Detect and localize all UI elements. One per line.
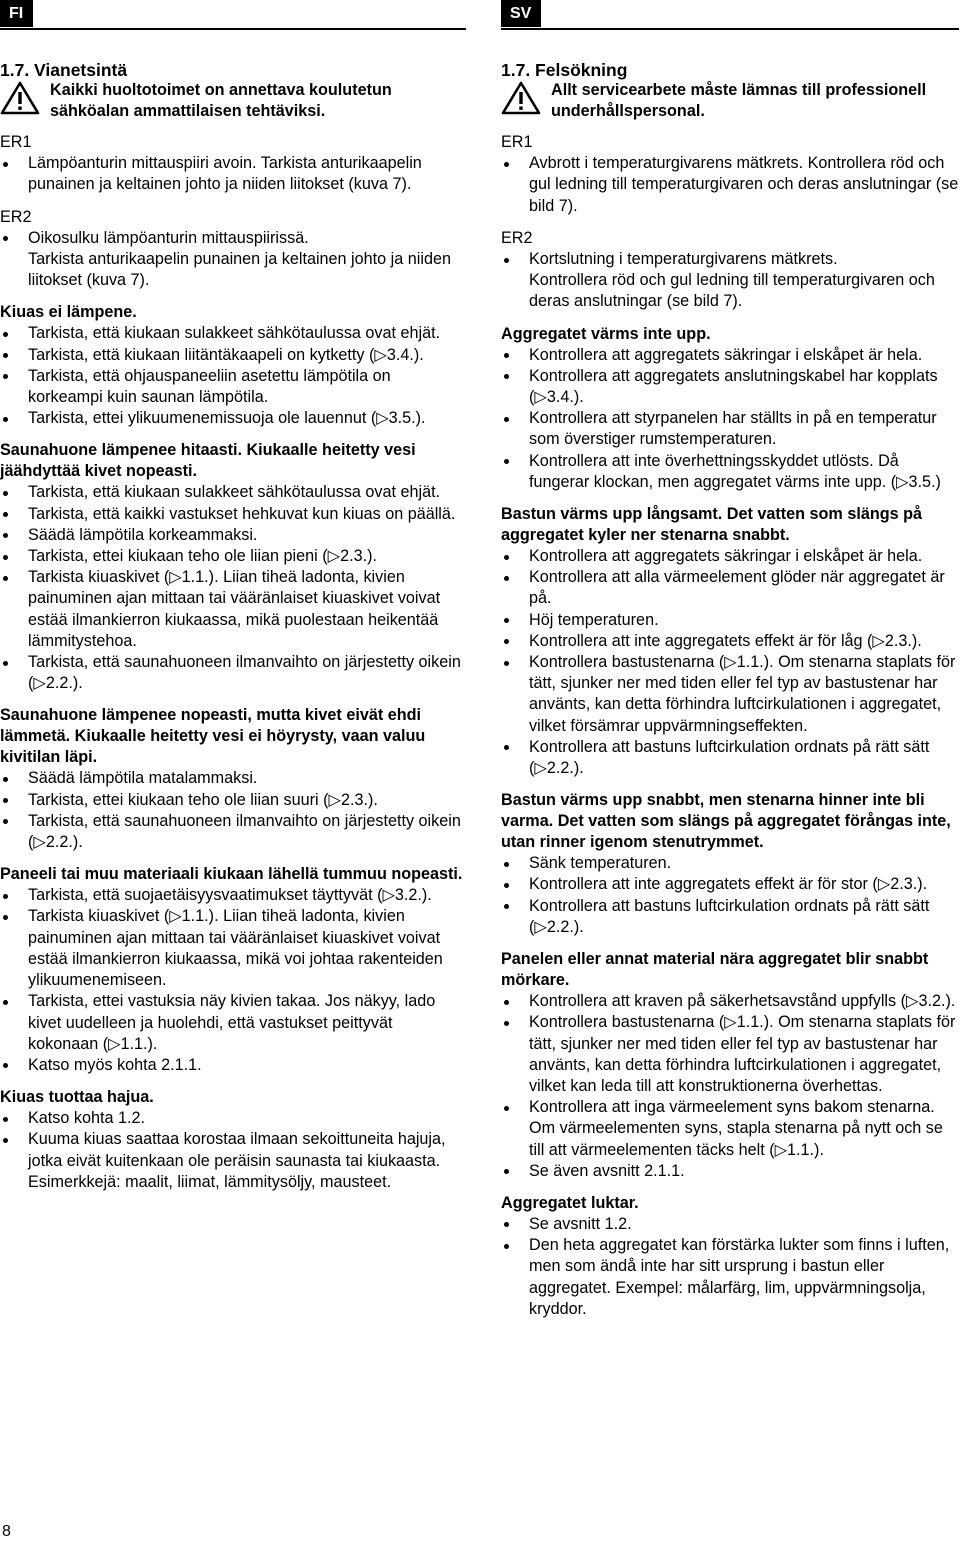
warning-block: [501, 80, 959, 121]
bullet-list: [501, 991, 959, 1182]
section-title: Saunahuone lämpenee nopeasti, mutta kivet eivät ehdi lämmetä. Kiukaalle heitetty vesi ei höyrysty, vaan valuu kivitilan läpi.: [0, 706, 426, 767]
bullet-list: [0, 482, 466, 694]
section-title: Saunahuone lämpenee hitaasti. Kiukaalle heitetty vesi jäähdyttää kivet nopeasti.: [0, 441, 416, 481]
troubleshooting-section: [0, 864, 466, 1076]
bullet-item: Tarkista, että saunahuoneen ilmanvaihto on järjestetty oikein (▷2.2.).: [0, 652, 466, 694]
bullet-item: Tarkista, että saunahuoneen ilmanvaihto on järjestetty oikein (▷2.2.).: [0, 811, 466, 853]
troubleshooting-section: [0, 705, 466, 853]
bullet-list: [501, 249, 959, 313]
troubleshooting-section: [501, 790, 959, 938]
bullet-item: Tarkista, että suojaetäisyysvaatimukset täyttyvät (▷3.2.).: [0, 885, 466, 906]
bullet-item: Tarkista, ettei ylikuumenemissuoja ole lauennut (▷3.5.).: [0, 408, 466, 429]
bullet-list: [501, 153, 959, 217]
troubleshooting-section: [501, 1193, 959, 1320]
bullet-list: [0, 768, 466, 853]
bullet-item: Tarkista, että kaikki vastukset hehkuvat kun kiuas on päällä.: [0, 504, 466, 525]
bullet-item: Avbrott i temperaturgivarens mätkrets. Kontrollera röd och gul ledning till temperaturgivaren och deras anslutningar (se bild 7).: [501, 153, 959, 217]
bullet-item: Kontrollera att inga värmeelement syns bakom stenarna. Om värmeelementen syns, stapla stenarna på nytt och se till att värmeelementen täcks helt (▷1.1.).: [501, 1097, 959, 1161]
content-fi: [0, 30, 466, 1193]
bullet-item: Tarkista, että kiukaan liitäntäkaapeli on kytketty (▷3.4.).: [0, 345, 466, 366]
bullet-item: Kortslutning i temperaturgivarens mätkrets.: [501, 249, 959, 270]
troubleshooting-section: [501, 949, 959, 1182]
troubleshooting-section: [501, 228, 959, 313]
bullet-item: Kontrollera att aggregatets säkringar i elskåpet är hela.: [501, 345, 959, 366]
warning-text: Kaikki huoltotoimet on annettava koulutetun sähköalan ammattilaisen tehtäviksi.: [50, 81, 392, 120]
bullet-item: Kontrollera bastustenarna (▷1.1.). Om stenarna staplats för tätt, sjunker ner med tiden eller fel typ av bastustenar har använts, kan detta förhindra luftcirkulationen i aggregatet, vilket försämrar uppvärmningseffekten.: [501, 652, 959, 737]
bullet-item: Se avsnitt 1.2.: [501, 1214, 959, 1235]
sections-sv: [501, 132, 959, 1320]
bullet-item: Tarkista, että kiukaan sulakkeet sähkötaulussa ovat ehjät.: [0, 482, 466, 503]
troubleshooting-section: [501, 132, 959, 217]
bullet-item: Sänk temperaturen.: [501, 853, 959, 874]
bullet-list: [501, 345, 959, 493]
section-heading: 1.7. Vianetsintä: [0, 60, 128, 80]
warning-block: [0, 80, 466, 121]
troubleshooting-section: [0, 207, 466, 292]
bullet-list: [501, 1214, 959, 1320]
bullet-list: [0, 153, 466, 195]
bullet-item: Kuuma kiuas saattaa korostaa ilmaan sekoittuneita hajuja, jotka eivät kuitenkaan ole peräisin saunasta tai kiukaasta. Esimerkkejä: maalit, liimat, lämmitysöljy, mausteet.: [0, 1129, 466, 1193]
troubleshooting-section: [0, 132, 466, 196]
continuation-text: Kontrollera röd och gul ledning till temperaturgivaren och deras anslutningar (se bild 7).: [529, 271, 935, 311]
bullet-item: Säädä lämpötila matalammaksi.: [0, 768, 466, 789]
section-heading: 1.7. Felsökning: [501, 60, 628, 80]
bullet-item: Höj temperaturen.: [501, 610, 959, 631]
bullet-list: [0, 1108, 466, 1193]
bullet-list: [0, 323, 466, 429]
troubleshooting-section: [501, 324, 959, 493]
section-title: ER1: [0, 133, 32, 151]
bullet-item: Kontrollera att alla värmeelement glöder när aggregatet är på.: [501, 567, 959, 609]
language-tab-fi: FI: [0, 0, 33, 27]
warning-icon: [501, 80, 551, 115]
continuation-text: Tarkista anturikaapelin punainen ja keltainen johto ja niiden liitokset (kuva 7).: [28, 250, 451, 290]
troubleshooting-section: [0, 302, 466, 429]
bullet-item: Lämpöanturin mittauspiiri avoin. Tarkista anturikaapelin punainen ja keltainen johto ja niiden liitokset (kuva 7).: [0, 153, 466, 195]
bullet-item: Se även avsnitt 2.1.1.: [501, 1161, 959, 1182]
section-title: Bastun värms upp långsamt. Det vatten som slängs på aggregatet kyler ner stenarna snabbt.: [501, 505, 922, 545]
bullet-item: Tarkista, että kiukaan sulakkeet sähkötaulussa ovat ehjät.: [0, 323, 466, 344]
language-tab-sv: SV: [501, 0, 541, 27]
section-title: ER2: [0, 207, 32, 226]
bullet-item: Kontrollera att aggregatets anslutningskabel har kopplats (▷3.4.).: [501, 366, 959, 408]
bullet-item: Kontrollera att inte aggregatets effekt är för låg (▷2.3.).: [501, 631, 959, 652]
sections-fi: [0, 132, 466, 1193]
bullet-list: [501, 853, 959, 938]
section-title: Paneeli tai muu materiaali kiukaan lähellä tummuu nopeasti.: [0, 865, 463, 884]
troubleshooting-section: [501, 504, 959, 779]
section-title: Aggregatet värms inte upp.: [501, 324, 711, 343]
bullet-item: Säädä lämpötila korkeammaksi.: [0, 525, 466, 546]
content-sv: [501, 30, 959, 1320]
bullet-item: Oikosulku lämpöanturin mittauspiirissä.: [0, 228, 466, 249]
bullet-item: Kontrollera bastustenarna (▷1.1.). Om stenarna staplats för tätt, sjunker ner med tiden eller fel typ av bastustenar har använts, kan detta förhindra luftcirkulationen i aggregatet, vilket kan leda till att konstruktionerna överhettas.: [501, 1012, 959, 1097]
bullet-item: Kontrollera att styrpanelen har ställts in på en temperatur som överstiger rumstemperaturen.: [501, 408, 959, 450]
page-number: 8: [2, 1523, 11, 1540]
bullet-item: Tarkista, ettei vastuksia näy kivien takaa. Jos näkyy, lado kivet uudelleen ja huolehdi, että vastukset peittyvät kokonaan (▷1.1.).: [0, 991, 466, 1055]
finnish-column: [0, 0, 466, 1193]
section-title: Aggregatet luktar.: [501, 1193, 639, 1212]
bullet-item: Tarkista kiuaskivet (▷1.1.). Liian tiheä ladonta, kivien painuminen ajan mittaan tai vääränlaiset kiuaskivet voivat estää ilmankierron kiukaassa, mikä puolestaan heikentää lämmitystehoa.: [0, 567, 466, 652]
bullet-item: Kontrollera att bastuns luftcirkulation ordnats på rätt sätt (▷2.2.).: [501, 896, 959, 938]
bullet-item: Tarkista kiuaskivet (▷1.1.). Liian tiheä ladonta, kivien painuminen ajan mittaan tai vääränlaiset kiuaskivet voivat estää ilmankierron kiukaassa, mikä voi johtaa rakenteiden ylikuumenemiseen.: [0, 906, 466, 991]
bullet-list: [0, 885, 466, 1076]
troubleshooting-section: [0, 440, 466, 694]
bullet-item: Katso myös kohta 2.1.1.: [0, 1055, 466, 1076]
bullet-item: Tarkista, ettei kiukaan teho ole liian suuri (▷2.3.).: [0, 790, 466, 811]
section-title: ER1: [501, 133, 533, 151]
bullet-item: Katso kohta 1.2.: [0, 1108, 466, 1129]
warning-icon: [0, 80, 50, 115]
bullet-item: Kontrollera att bastuns luftcirkulation ordnats på rätt sätt (▷2.2.).: [501, 737, 959, 779]
bullet-item: Kontrollera att aggregatets säkringar i elskåpet är hela.: [501, 546, 959, 567]
swedish-column: [501, 0, 959, 1320]
bullet-item: Kontrollera att inte överhettningsskyddet utlösts. Då fungerar klockan, men aggregatet värms inte upp. (▷3.5.): [501, 451, 959, 493]
bullet-item: Kontrollera att inte aggregatets effekt är för stor (▷2.3.).: [501, 874, 959, 895]
bullet-item: Tarkista, että ohjauspaneeliin asetettu lämpötila on korkeampi kuin saunan lämpötila.: [0, 366, 466, 408]
bullet-list: [0, 228, 466, 292]
section-title: Panelen eller annat material nära aggregatet blir snabbt mörkare.: [501, 950, 929, 990]
troubleshooting-section: [0, 1087, 466, 1193]
bullet-item: Kontrollera att kraven på säkerhetsavstånd uppfylls (▷3.2.).: [501, 991, 959, 1012]
warning-text: Allt servicearbete måste lämnas till professionell underhållspersonal.: [551, 81, 927, 120]
bullet-item: Tarkista, ettei kiukaan teho ole liian pieni (▷2.3.).: [0, 546, 466, 567]
section-title: ER2: [501, 228, 533, 247]
section-title: Kiuas tuottaa hajua.: [0, 1088, 154, 1107]
section-title: Bastun värms upp snabbt, men stenarna hinner inte bli varma. Det vatten som slängs på aggregatet förångas inte, utan rinner igenom stenutrymmet.: [501, 791, 951, 852]
section-title: Kiuas ei lämpene.: [0, 303, 137, 322]
bullet-list: [501, 546, 959, 779]
bullet-item: Den heta aggregatet kan förstärka lukter som finns i luften, men som ändå inte har sitt ursprung i bastun eller aggregatet. Exempel: målarfärg, lim, uppvärmningsolja, kryddor.: [501, 1235, 959, 1320]
